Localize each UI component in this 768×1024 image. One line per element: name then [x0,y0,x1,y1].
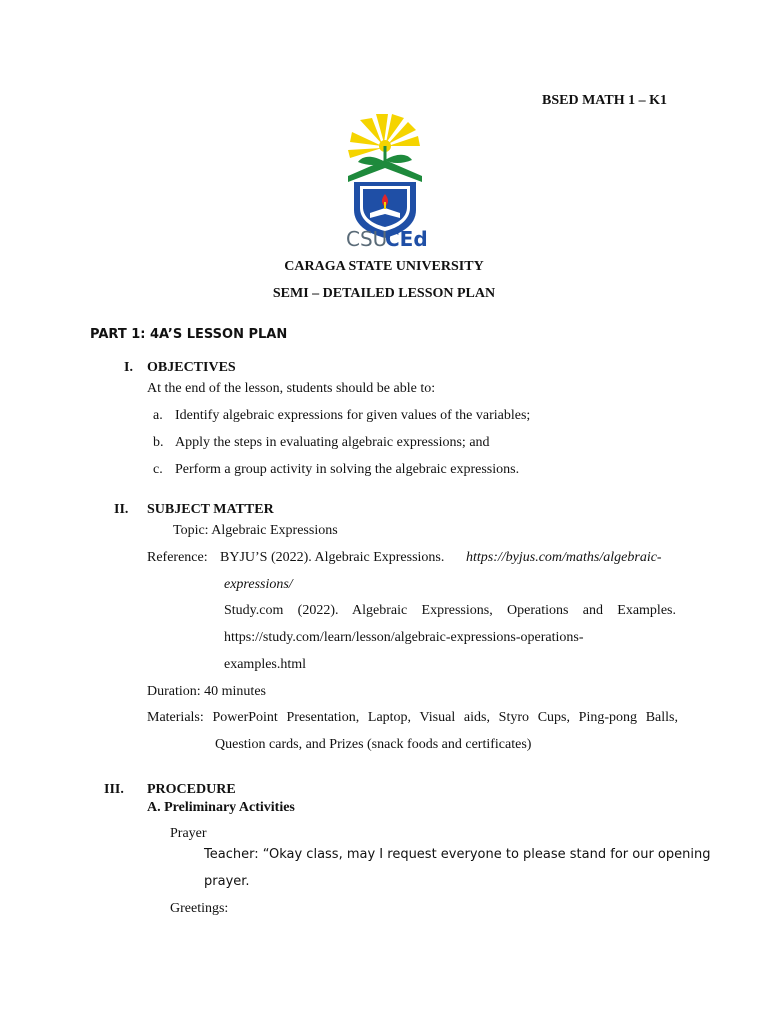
reference-1-citation: BYJU’S (2022). Algebraic Expressions. [220,550,445,565]
duration-line: Duration: 40 minutes [147,684,266,699]
reference-2-url[interactable]: https://study.com/learn/lesson/algebraic-expressions-operations- [224,630,584,645]
roof-icon [348,160,422,182]
greetings-label: Greetings: [170,901,229,916]
teacher-dialogue: Teacher: “Okay class, may I request everyone to please stand for our opening [204,847,711,862]
logo-wordmark-ced: CEd [385,227,428,248]
course-code: BSED MATH 1 – K1 [542,93,667,108]
logo-wordmark-csu: CSU [346,227,388,248]
reference-1-url-cont[interactable]: expressions/ [224,577,293,592]
procedure-heading: PROCEDURE [147,782,236,797]
list-item-letter: b. [153,435,164,450]
materials-line: Materials: PowerPoint Presentation, Laptop, Visual aids, Styro Cups, Ping-pong Balls, [147,710,678,725]
prayer-label: Prayer [170,826,207,841]
section-numeral: III. [104,782,124,797]
objective-item: Perform a group activity in solving the algebraic expressions. [175,462,520,477]
preliminary-activities-heading: A. Preliminary Activities [147,800,295,815]
objective-item: Apply the steps in evaluating algebraic expressions; and [175,435,490,450]
section-numeral: I. [124,360,133,375]
part-heading: PART 1: 4A’S LESSON PLAN [90,327,288,342]
reference-2-citation: Study.com (2022). Algebraic Expressions, Operations and Examples. [224,603,676,618]
objectives-heading: OBJECTIVES [147,360,236,375]
list-item-letter: a. [153,408,163,423]
reference-label: Reference: [147,550,208,565]
materials-line-cont: Question cards, and Prizes (snack foods and certificates) [215,737,532,752]
topic-line: Topic: Algebraic Expressions [173,523,338,538]
subject-matter-heading: SUBJECT MATTER [147,502,274,517]
reference-1-url[interactable]: https://byjus.com/maths/algebraic- [466,550,662,565]
csu-ced-logo [342,110,428,248]
teacher-dialogue-cont: prayer. [204,874,250,889]
university-title: CARAGA STATE UNIVERSITY [284,259,484,274]
reference-2-url-cont[interactable]: examples.html [224,657,307,672]
section-numeral: II. [114,502,129,517]
objective-item: Identify algebraic expressions for given values of the variables; [175,408,531,423]
objectives-intro: At the end of the lesson, students should be able to: [147,381,436,396]
plan-type-title: SEMI – DETAILED LESSON PLAN [272,286,496,301]
list-item-letter: c. [153,462,163,477]
